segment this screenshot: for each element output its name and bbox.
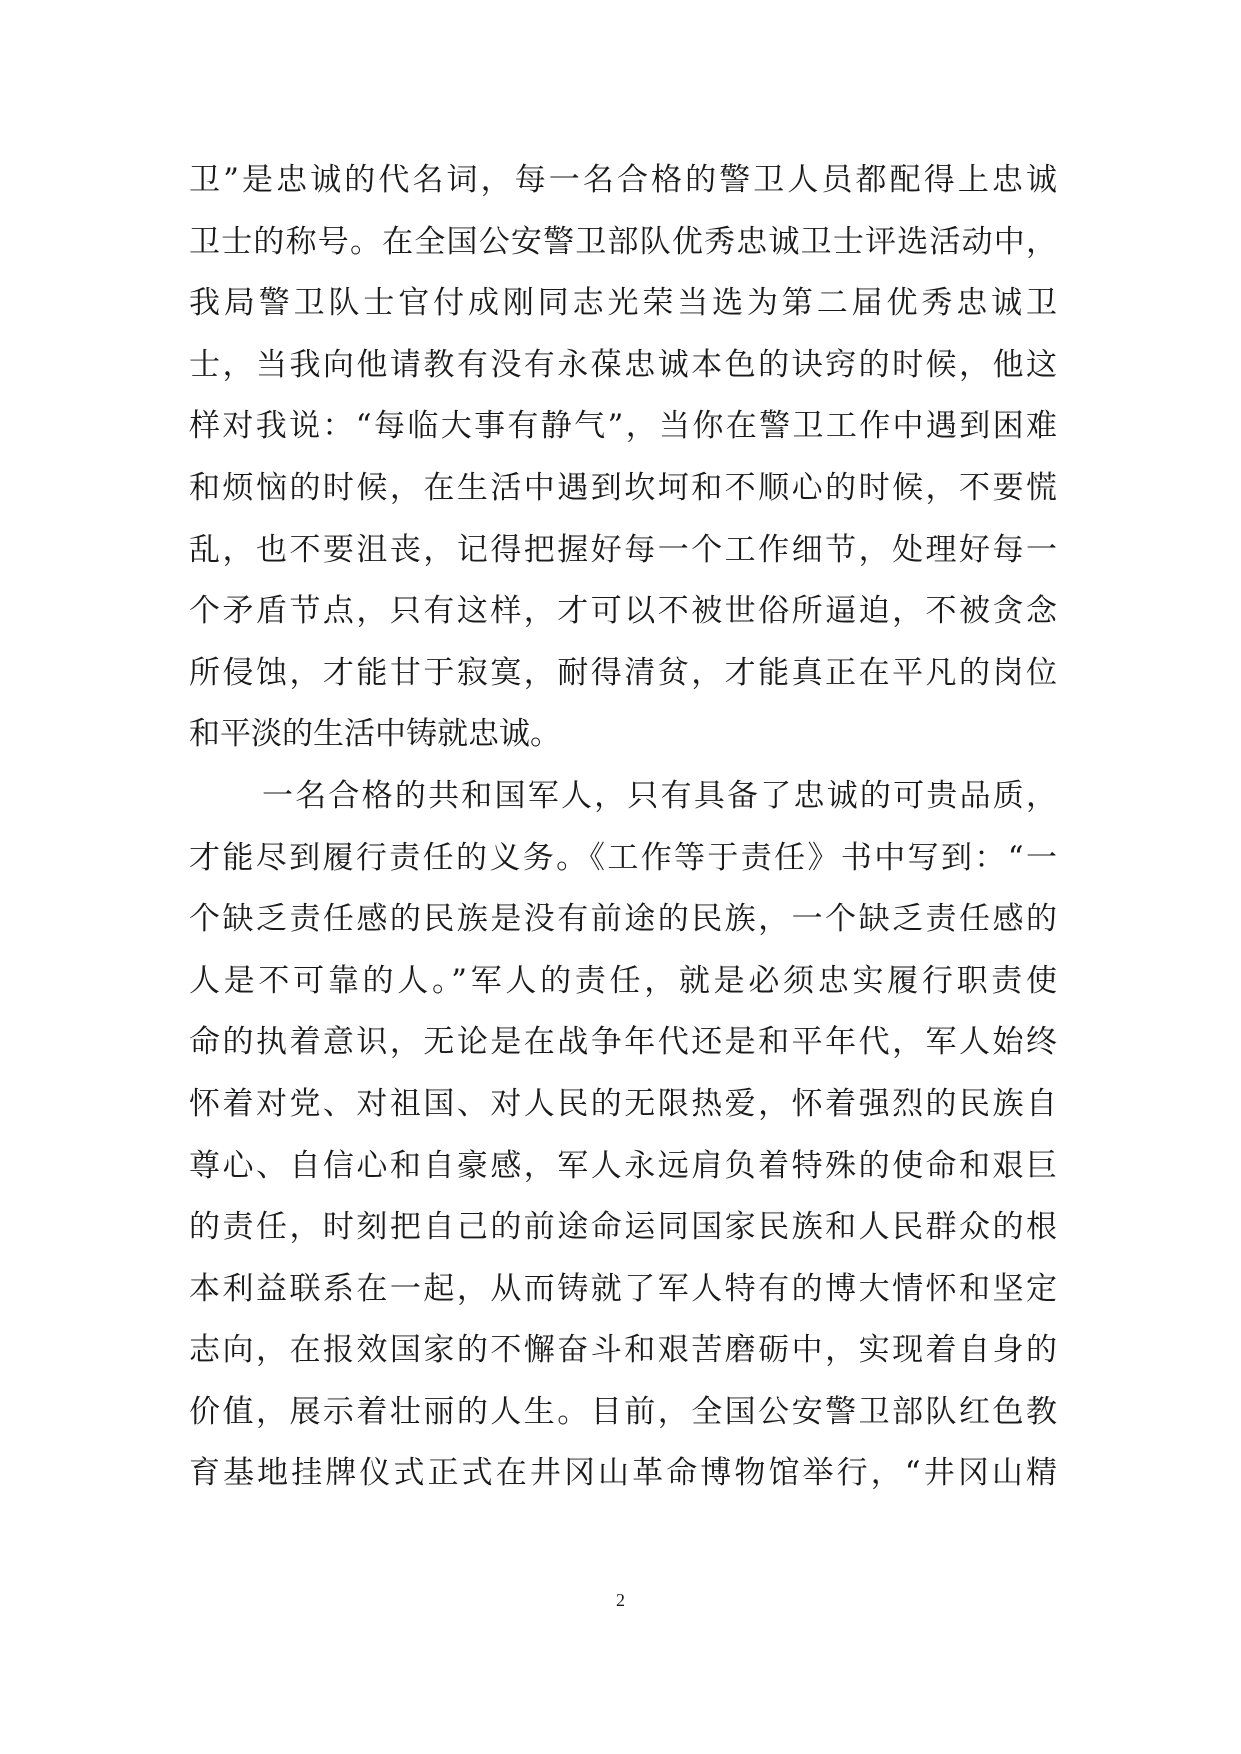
text-line: 尊心、自信心和自豪感，军人永远肩负着特殊的使命和艰巨 [189,1147,1057,1184]
body-text [189,150,1057,1505]
text-line: 志向，在报效国家的不懈奋斗和艰苦磨砺中，实现着自身的 [189,1332,1057,1369]
text-line: 样对我说：“每临大事有静气”，当你在警卫工作中遇到困难 [189,408,1057,445]
page-number: 2 [616,1590,625,1610]
text-line: 卫士的称号。在全国公安警卫部队优秀忠诚卫士评选活动中， [189,223,1057,260]
text-line: 我局警卫队士官付成刚同志光荣当选为第二届优秀忠诚卫 [189,285,1057,322]
text-line: 个缺乏责任感的民族是没有前途的民族，一个缺乏责任感的 [189,901,1057,938]
text-line: 怀着对党、对祖国、对人民的无限热爱，怀着强烈的民族自 [189,1085,1057,1122]
text-line: 个矛盾节点，只有这样，才可以不被世俗所逼迫，不被贪念 [189,593,1057,630]
text-line: 卫”是忠诚的代名词，每一名合格的警卫人员都配得上忠诚 [189,162,1057,198]
text-line: 命的执着意识，无论是在战争年代还是和平年代，军人始终 [189,1024,1057,1061]
text-line: 人是不可靠的人。”军人的责任，就是必须忠实履行职责使 [189,962,1057,999]
text-line: 价值，展示着壮丽的人生。目前，全国公安警卫部队红色教 [189,1393,1057,1430]
text-line: 和平淡的生活中铸就忠诚。 [189,716,561,753]
text-line: 和烦恼的时候，在生活中遇到坎坷和不顺心的时候，不要慌 [189,469,1057,506]
text-line: 乱，也不要沮丧，记得把握好每一个工作细节，处理好每一 [189,531,1057,568]
text-line: 所侵蚀，才能甘于寂寞，耐得清贫，才能真正在平凡的岗位 [189,654,1057,691]
text-line: 的责任，时刻把自己的前途命运同国家民族和人民群众的根 [189,1209,1057,1246]
text-line: 本利益联系在一起，从而铸就了军人特有的博大情怀和坚定 [189,1270,1057,1307]
text-line: 才能尽到履行责任的义务。《工作等于责任》书中写到：“一 [189,839,1057,876]
text-line: 士，当我向他请教有没有永葆忠诚本色的诀窍的时候，他这 [189,346,1057,383]
text-line: 育基地挂牌仪式正式在井冈山革命博物馆举行，“井冈山精 [189,1455,1057,1492]
paragraph-first-line: 一名合格的共和国军人，只有具备了忠诚的可贵品质， [262,777,1057,814]
